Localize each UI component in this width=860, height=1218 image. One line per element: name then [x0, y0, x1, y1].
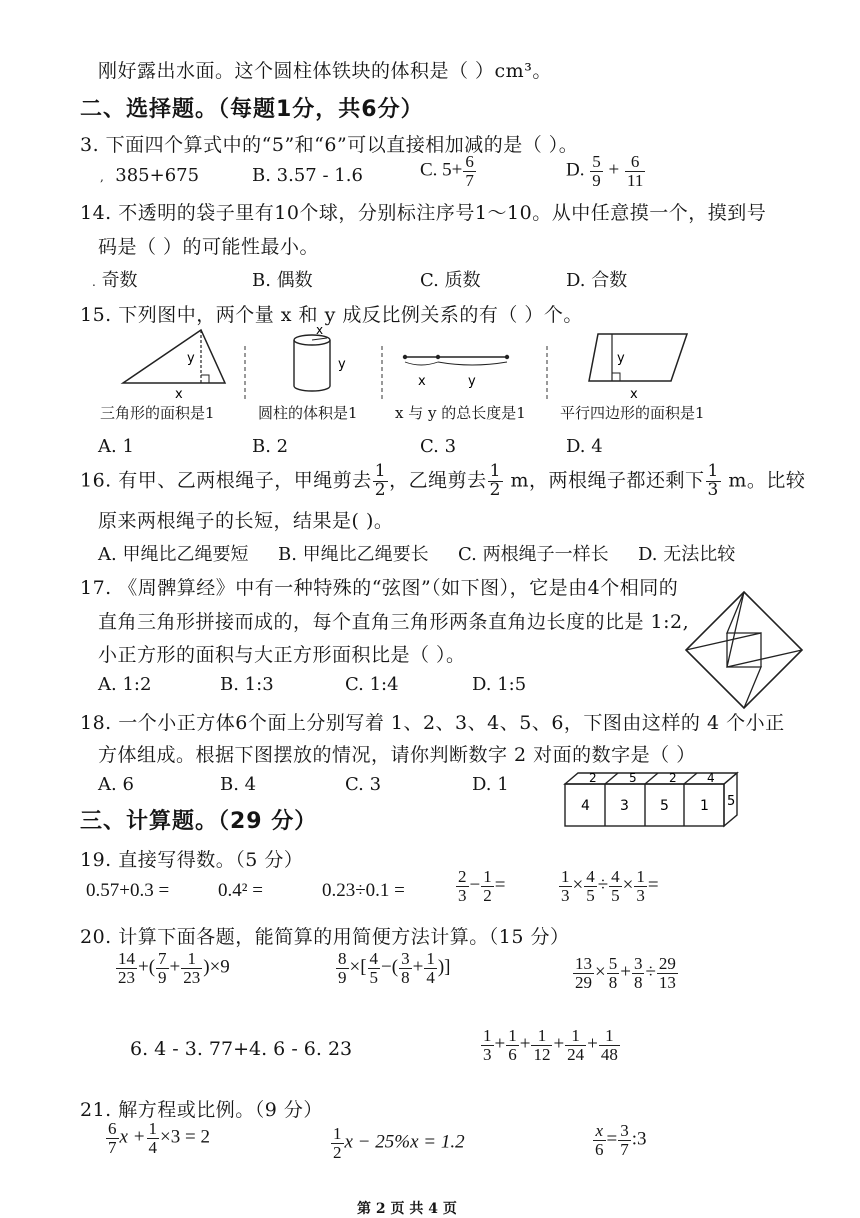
section-2-title: 二、选择题。（每题1分，共6分） [80, 97, 424, 122]
q13-option-c-prefix: C. 5+ [420, 159, 463, 181]
fraction-numerator: 1 [561, 867, 570, 886]
q16-stem-part1: 16. 有甲、乙两根绳子，甲绳剪去 [80, 469, 372, 492]
cube3-front-number: 5 [660, 798, 669, 814]
fraction-denominator: 24 [567, 1044, 585, 1064]
fraction-denominator: 11 [626, 170, 644, 190]
fraction-numerator: 1 [636, 867, 645, 886]
q18-option-a: A. 6 [98, 774, 134, 795]
q13-option-a: , 385+675 [100, 165, 200, 186]
fraction-numerator: 1 [599, 1027, 620, 1046]
plus-sign: + [494, 1033, 506, 1055]
q16-stem-line2: 原来两根绳子的长短，结果是( )。 [98, 510, 394, 532]
triangle-x-label: x [175, 387, 183, 402]
fraction-denominator: 5 [611, 885, 620, 905]
divide-sign: ÷ [597, 874, 609, 896]
q13-option-a-text: 385+675 [115, 165, 200, 186]
fraction-numerator: 3 [633, 954, 643, 973]
q13-option-c [420, 153, 477, 190]
equals-sign: = [606, 1128, 618, 1150]
q15-option-a: A. 1 [98, 436, 134, 457]
q14-option-a-text: 奇数 [101, 270, 138, 291]
q18-option-d: D. 1 [472, 774, 509, 795]
q21-equation-2 [330, 1125, 465, 1162]
operator: −( [381, 956, 399, 978]
fraction-numerator: 14 [118, 949, 135, 968]
cubes-figure [560, 770, 742, 830]
q15-caption-parallelogram: 平行四边形的面积是1 [560, 404, 705, 422]
q17-stem-line3: 小正方形的面积与大正方形面积比是（ ）。 [98, 644, 466, 666]
q13-stem: 3. 下面四个算式中的“5”和“6”可以直接相加减的是（ ）。 [80, 134, 579, 156]
fraction-numerator: x [593, 1122, 606, 1141]
fraction-numerator: 1 [426, 949, 435, 968]
fraction-numerator: 1 [707, 461, 719, 481]
q15-option-b: B. 2 [252, 436, 289, 457]
q17-option-b: B. 1:3 [220, 674, 274, 695]
fraction-denominator: 4 [148, 1137, 158, 1157]
fraction-denominator: 2 [374, 479, 387, 500]
fraction-denominator: 12 [533, 1044, 551, 1064]
q14-option-c: C. 质数 [420, 270, 481, 291]
equals-sign: = [647, 874, 659, 896]
fraction-denominator: 3 [458, 885, 467, 905]
q20-problem-4: 6. 4 - 3. 77+4. 6 - 6. 23 [130, 1038, 353, 1060]
q18-option-b: B. 4 [220, 774, 257, 795]
fraction-numerator: 6 [465, 152, 474, 171]
plus-sign: + [519, 1033, 531, 1055]
fraction-numerator: 5 [592, 152, 601, 171]
q20-problem-1 [115, 950, 230, 987]
q20-problem-5 [480, 1027, 621, 1064]
equals-sign: = [494, 874, 506, 896]
fraction-denominator: 23 [118, 967, 135, 987]
fraction-denominator: 8 [608, 972, 618, 992]
fraction-numerator: 5 [608, 954, 618, 973]
q15-option-d: D. 4 [566, 436, 603, 457]
fraction-denominator: 9 [158, 967, 167, 987]
cylinder-x-label: x [316, 323, 324, 337]
parallelogram-x-label: x [630, 387, 638, 402]
fraction-denominator: 3 [636, 885, 645, 905]
q14-stem-line2: 码是（ ）的可能性最小。 [98, 236, 320, 258]
segment-y-label: y [468, 374, 476, 389]
fraction-denominator: 3 [561, 885, 570, 905]
q19-expr-4 [455, 868, 505, 905]
q18-option-c: C. 3 [345, 774, 382, 795]
fraction-numerator: 6 [625, 153, 645, 172]
fraction-denominator: 2 [489, 479, 501, 500]
operator: + [169, 956, 181, 978]
fraction-numerator: 1 [483, 1026, 492, 1045]
q16-stem-part2: ，乙绳剪去 [389, 469, 487, 492]
fraction-denominator: 23 [183, 967, 201, 987]
fraction-denominator: 7 [108, 1137, 117, 1157]
fraction-numerator: 1 [508, 1026, 517, 1045]
fraction-numerator: 4 [369, 949, 379, 968]
fraction-numerator: 13 [575, 954, 592, 973]
q17-option-a: A. 1:2 [98, 674, 152, 695]
minus-sign: − [469, 874, 481, 896]
fraction-numerator: 4 [586, 867, 595, 886]
fraction-denominator: 5 [369, 967, 379, 987]
cylinder-figure [294, 323, 346, 391]
fraction-denominator: 8 [401, 967, 410, 987]
plus-sign: + [587, 1033, 598, 1055]
q19-expr-1: 0.57+0.3 = [86, 880, 170, 901]
fraction-denominator: 6 [508, 1044, 517, 1064]
fraction-denominator: 7 [620, 1139, 629, 1159]
q15-caption-segment: x 与 y 的总长度是1 [395, 404, 526, 422]
fraction-denominator: 3 [707, 479, 719, 500]
q20-problem-2 [335, 950, 450, 987]
cube1-top-number: 2 [589, 771, 597, 785]
q16-option-d: D. 无法比较 [638, 544, 736, 565]
parallelogram-y-label: y [617, 351, 625, 366]
fraction-numerator: 1 [483, 867, 492, 886]
operator: + [620, 961, 631, 983]
fraction-numerator: 1 [565, 1027, 586, 1046]
q18-stem-line2: 方体组成。根据下图摆放的情况，请你判断数字 2 对面的数字是（ ） [98, 744, 696, 766]
q17-stem-line2: 直角三角形拼接而成的，每个直角三角形两条直角边长度的比是 1:2, [98, 611, 690, 633]
fraction-denominator: 5 [586, 885, 595, 905]
plus-sign: + [553, 1033, 565, 1055]
times-sign: × [622, 874, 634, 896]
q19-stem: 19. 直接写得数。（5 分） [80, 849, 304, 871]
parallelogram-figure [589, 334, 687, 402]
q13-option-d [566, 153, 646, 190]
triangle-y-label: y [187, 351, 195, 366]
q21-equation-1 [105, 1120, 210, 1157]
triangle-figure [123, 330, 225, 402]
fraction-denominator: 7 [465, 170, 474, 190]
q18-stem-line1: 18. 一个小正方体6个面上分别写着 1、2、3、4、5、6，下图由这样的 4 个小正 [80, 712, 785, 734]
q14-option-b: B. 偶数 [252, 270, 313, 291]
cube2-top-number: 5 [629, 771, 637, 785]
section-3-title: 三、计算题。（29 分） [80, 809, 318, 834]
cube4-top-number: 4 [707, 771, 715, 785]
q17-option-d: D. 1:5 [472, 674, 527, 695]
q21-stem: 21. 解方程或比例。（9 分） [80, 1099, 323, 1121]
q14-option-d: D. 合数 [566, 270, 628, 291]
q20-stem: 20. 计算下面各题，能简算的用简便方法计算。（15 分） [80, 926, 570, 948]
page-number-footer: 第 2 页 共 4 页 [357, 1201, 457, 1217]
q14-stem-line1: 14. 不透明的袋子里有10个球，分别标注序号1～10。从中任意摸一个，摸到号 [80, 202, 767, 224]
cube1-front-number: 4 [581, 798, 590, 814]
fraction-numerator: 3 [620, 1121, 629, 1140]
q19-expr-3: 0.23÷0.1 = [322, 880, 405, 901]
q13-option-b: B. 3.57 - 1.6 [252, 165, 363, 186]
q20-problem-3 [572, 955, 679, 992]
operator: + [412, 956, 424, 978]
fraction-numerator: 8 [338, 949, 347, 968]
fraction-denominator: 9 [592, 170, 601, 190]
fraction-numerator: 2 [458, 867, 467, 886]
q17-option-c: C. 1:4 [345, 674, 399, 695]
segment-figure [403, 355, 509, 389]
fraction-numerator: 7 [158, 949, 167, 968]
q21-proportion-3 [592, 1122, 647, 1159]
q14-option-a: . 奇数 [92, 270, 138, 291]
cube2-front-number: 3 [620, 798, 629, 814]
operator: :3 [631, 1128, 647, 1150]
cube4-side-number: 5 [727, 794, 736, 809]
q16-stem-line1 [80, 463, 805, 500]
q19-expr-5 [558, 868, 659, 905]
q16-option-b: B. 甲绳比乙绳要长 [278, 544, 429, 565]
fraction-numerator: 1 [333, 1124, 342, 1143]
q16-stem-part4: m。比较 [721, 469, 806, 492]
operator: ×[ [349, 956, 367, 978]
q15-caption-triangle: 三角形的面积是1 [100, 404, 215, 422]
q15-caption-cylinder: 圆柱的体积是1 [258, 404, 358, 422]
fraction-numerator: 1 [531, 1027, 552, 1046]
fraction-denominator: 4 [426, 967, 435, 987]
q19-expr-2: 0.4² = [218, 880, 263, 901]
continued-question-text: 刚好露出水面。这个圆柱体铁块的体积是（ ）cm³。 [98, 60, 552, 82]
fraction-denominator: 9 [338, 967, 347, 987]
q17-stem-line1: 17. 《周髀算经》中有一种特殊的“弦图”（如下图），它是由4个相同的 [80, 577, 679, 599]
q15-option-c: C. 3 [420, 436, 457, 457]
fraction-numerator: 6 [108, 1119, 117, 1138]
xian-tu-figure [682, 588, 806, 712]
operator: x − 25%x = 1.2 [344, 1131, 465, 1153]
fraction-denominator: 13 [658, 972, 676, 992]
operator: ×3 = 2 [160, 1126, 210, 1148]
fraction-denominator: 8 [633, 972, 643, 992]
q16-option-c: C. 两根绳子一样长 [458, 544, 609, 565]
fraction-numerator: 4 [611, 867, 620, 886]
operator: )×9 [203, 956, 230, 978]
q15-figures [95, 322, 735, 402]
fraction-denominator: 2 [333, 1142, 342, 1162]
fraction-numerator: 1 [374, 461, 387, 481]
fraction-numerator: 1 [181, 950, 202, 969]
fraction-denominator: 3 [483, 1044, 492, 1064]
operator: × [595, 961, 606, 983]
plus-sign: + [608, 159, 620, 181]
fraction-denominator: 29 [575, 972, 592, 992]
operator: ÷ [645, 961, 656, 983]
cube4-front-number: 1 [700, 798, 709, 814]
fraction-numerator: 1 [489, 461, 501, 481]
q13-option-d-prefix: D. [566, 159, 585, 181]
q16-stem-part3: m，两根绳子都还剩下 [503, 469, 705, 492]
times-sign: × [572, 874, 584, 896]
fraction-numerator: 29 [658, 954, 676, 973]
q15-stem: 15. 下列图中，两个量 x 和 y 成反比例关系的有（ ）个。 [80, 304, 583, 326]
cylinder-y-label: y [338, 357, 346, 372]
operator: x + [119, 1126, 146, 1148]
fraction-denominator: 48 [600, 1044, 618, 1064]
fraction-numerator: 1 [148, 1119, 158, 1138]
operator: )] [437, 956, 451, 978]
segment-x-label: x [418, 374, 426, 389]
operator: +( [138, 956, 156, 978]
fraction-denominator: 6 [595, 1139, 604, 1159]
fraction-numerator: 3 [401, 949, 410, 968]
fraction-denominator: 2 [483, 885, 492, 905]
q16-option-a: A. 甲绳比乙绳要短 [98, 544, 249, 565]
cube3-top-number: 2 [669, 771, 677, 785]
